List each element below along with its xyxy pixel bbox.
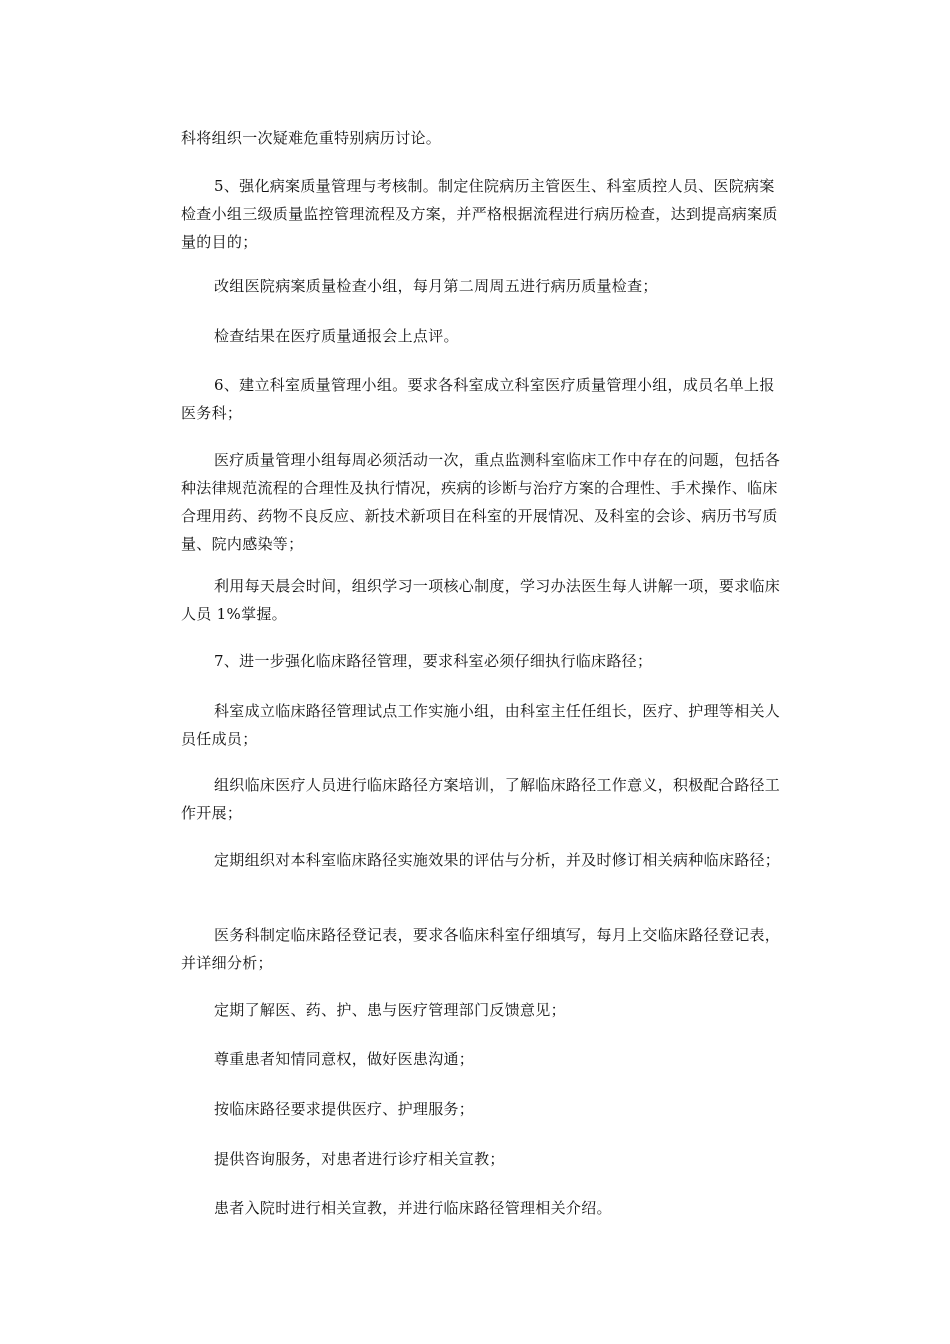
paragraph-continuation: 科将组织一次疑难危重特别病历讨论。 bbox=[181, 129, 442, 147]
paragraph: 改组医院病案质量检查小组，每月第二周周五进行病历质量检查； bbox=[214, 277, 658, 295]
paragraph: 科室成立临床路径管理试点工作实施小组，由科室主任任组长，医疗、护理等相关人员任成员； bbox=[181, 702, 781, 748]
paragraph: 组织临床医疗人员进行临床路径方案培训，了解临床路径工作意义，积极配合路径工作开展； bbox=[181, 776, 781, 822]
paragraph-item-5: 5、强化病案质量管理与考核制。制定住院病历主管医生、科室质控人员、医院病案检查小组三级质量监控管理流程及方案，并严格根据流程进行病历检查，达到提高病案质量的目的； bbox=[181, 177, 778, 251]
paragraph: 检查结果在医疗质量通报会上点评。 bbox=[214, 327, 459, 345]
paragraph-item-6: 6、建立科室质量管理小组。要求各科室成立科室医疗质量管理小组，成员名单上报医务科； bbox=[181, 376, 775, 422]
paragraph: 提供咨询服务，对患者进行诊疗相关宣教； bbox=[214, 1150, 505, 1168]
paragraph: 医务科制定临床路径登记表，要求各临床科室仔细填写，每月上交临床路径登记表，并详细分析； bbox=[181, 926, 781, 972]
paragraph: 按临床路径要求提供医疗、护理服务； bbox=[214, 1100, 475, 1118]
paragraph: 医疗质量管理小组每周必须活动一次，重点监测科室临床工作中存在的问题，包括各种法律规范流程的合理性及执行情况，疾病的诊断与治疗方案的合理性、手术操作、临床合理用药、药物不良反应、新技术新项目在科室的开展情况、及科室的会诊、病历书写质量、院内感染等； bbox=[181, 451, 781, 553]
paragraph: 定期了解医、药、护、患与医疗管理部门反馈意见； bbox=[214, 1001, 566, 1019]
paragraph-item-7: 7、进一步强化临床路径管理，要求科室必须仔细执行临床路径； bbox=[214, 652, 653, 670]
paragraph: 患者入院时进行相关宣教，并进行临床路径管理相关介绍。 bbox=[214, 1199, 612, 1217]
paragraph: 尊重患者知情同意权，做好医患沟通； bbox=[214, 1050, 475, 1068]
paragraph: 利用每天晨会时间，组织学习一项核心制度，学习办法医生每人讲解一项，要求临床人员 1%掌握。 bbox=[181, 577, 781, 623]
paragraph: 定期组织对本科室临床路径实施效果的评估与分析，并及时修订相关病种临床路径； bbox=[214, 851, 781, 869]
